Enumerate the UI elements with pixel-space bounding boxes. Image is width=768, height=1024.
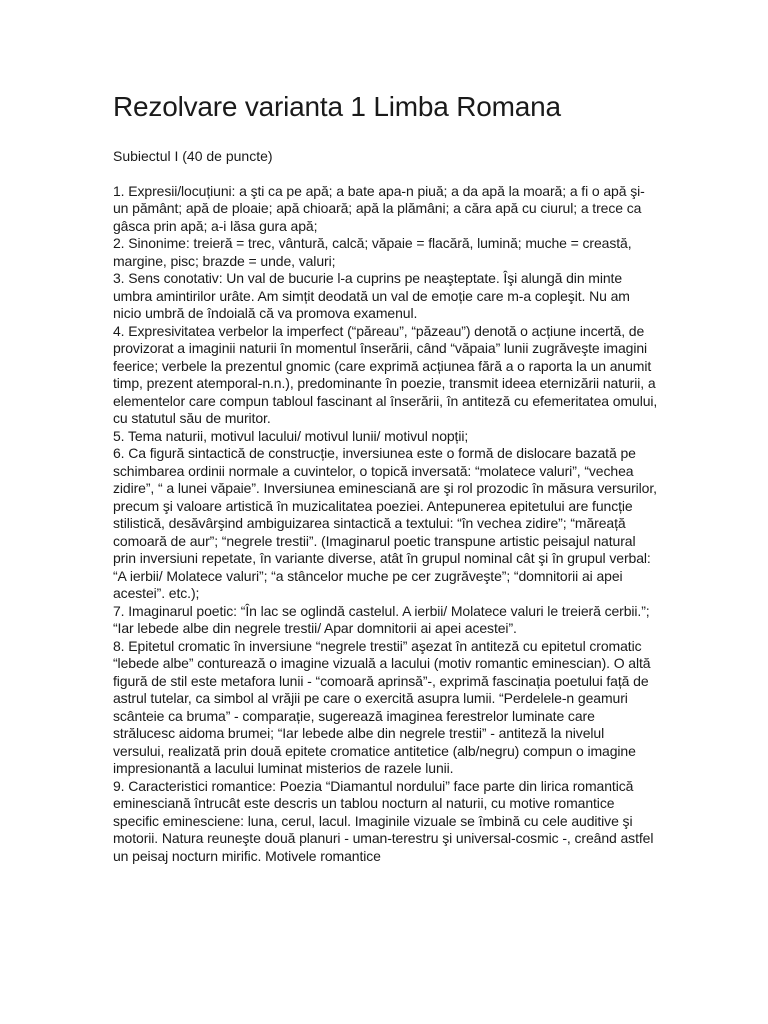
answer-item-4: 4. Expresivitatea verbelor la imperfect (“păreau”, “păzeau”) denotă o acțiune incertă, de provizorat a imaginii naturii în momentul înserării, când “văpaia” lunii zugrăveşte imagini feerice; verbele la prezentul gnomic (care exprimă acțiunea fără a o raporta la un anumit timp, prezent atemporal-n.n.), predominante în poezie, transmit ideea eternizării naturii, a elementelor care compun tabloul fascinant al înserării, în antiteză cu efemeritatea omului, cu statutul său de muritor. [113,322,658,426]
answer-item-3: 3. Sens conotativ: Un val de bucurie l-a cuprins pe neaşteptate. Îşi alungă din minte umbra amintirilor urâte. Am simțit deodată un val de emoție care m-a copleşit. Nu am nicio umbră de îndoială că va promova examenul. [113,270,630,321]
answer-item-2: 2. Sinonime: treieră = trec, vântură, calcă; văpaie = flacără, lumină; muche = creastă, margine, pisc; brazde = unde, valuri; [113,235,632,269]
answer-item-7: 7. Imaginarul poetic: “În lac se oglindă castelul. A ierbii/ Molatece valuri le treieră cerbii.”; “Iar lebede albe din negrele trestii/ Apar domnitorii ai apei acestei”. [113,602,650,636]
document-subtitle: Subiectul I (40 de puncte) [113,148,273,164]
answer-item-8: 8. Epitetul cromatic în inversiune “negrele trestii” aşezat în antiteză cu epitetul cromatic “lebede albe” conturează o imagine vizuală a lacului (motiv romantic eminescian). O altă figură de stil este metafora lunii - “comoară aprinsă”-, exprimă fascinația poetului față de astrul tutelar, ca simbol al vrăjii pe care o exercită asupra lumii. “Perdelele-n geamuri scânteie ca bruma” - comparație, sugerează imaginea ferestrelor luminate care strălucesc aidoma brumei; “Iar lebede albe din negrele trestii” - antiteză la nivelul versului, realizată prin două epitete cromatice antitetice (alb/negru) compun o imagine impresionantă a lacului luminat misterios de razele lunii. [113,637,651,776]
answer-item-6: 6. Ca figură sintactică de construcție, inversiunea este o formă de dislocare bazată pe schimbarea ordinii normale a cuvintelor, o topică inversată: “molatece valuri”, “vechea zidire”, “ a lunei văpaie”. Inversiunea eminesciană are şi rol prozodic în măsura versurilor, precum şi valoare artistică în muzicalitatea poeziei. Antepunerea epitetului are funcție stilistică, desăvârşind ambiguizarea sintactică a textului: “în vechea zidire”; “măreață comoară de aur”; “negrele trestii”. (Imaginarul poetic transpune artistic peisajul natural prin inversiuni repetate, în variante diverse, atât în grupul nominal cât şi în grupul verbal: “A ierbii/ Molatece valuri”; “a stâncelor muche pe cer zugrăveşte”; “domnitorii ai apei acestei”. etc.); [113,445,657,601]
document-page [113,88,658,865]
answer-item-5: 5. Tema naturii, motivul lacului/ motivul lunii/ motivul nopții; [113,427,469,444]
document-title: Rezolvare varianta 1 Limba Romana [113,91,561,122]
answer-list [113,183,658,866]
answer-item-1: 1. Expresii/locuțiuni: a şti ca pe apă; a bate apa-n piuă; a da apă la moară; a fi o apă şi-un pământ; apă de ploaie; apă chioară; apă la plămâni; a căra apă cu ciurul; a trece ca gâsca prin apă; a-i lăsa gura apă; [113,182,645,234]
answer-item-9: 9. Caracteristici romantice: Poezia “Diamantul nordului” face parte din lirica romantică eminesciană întrucât este descris un tablou nocturn al naturii, cu motive romantice specific eminesciene: luna, cerul, lacul. Imaginile vizuale se îmbină cu cele auditive şi motorii. Natura reuneşte două planuri - uman-terestru şi universal-cosmic -, creând astfel un peisaj nocturn mirific. Motivele romantice [113,777,654,864]
